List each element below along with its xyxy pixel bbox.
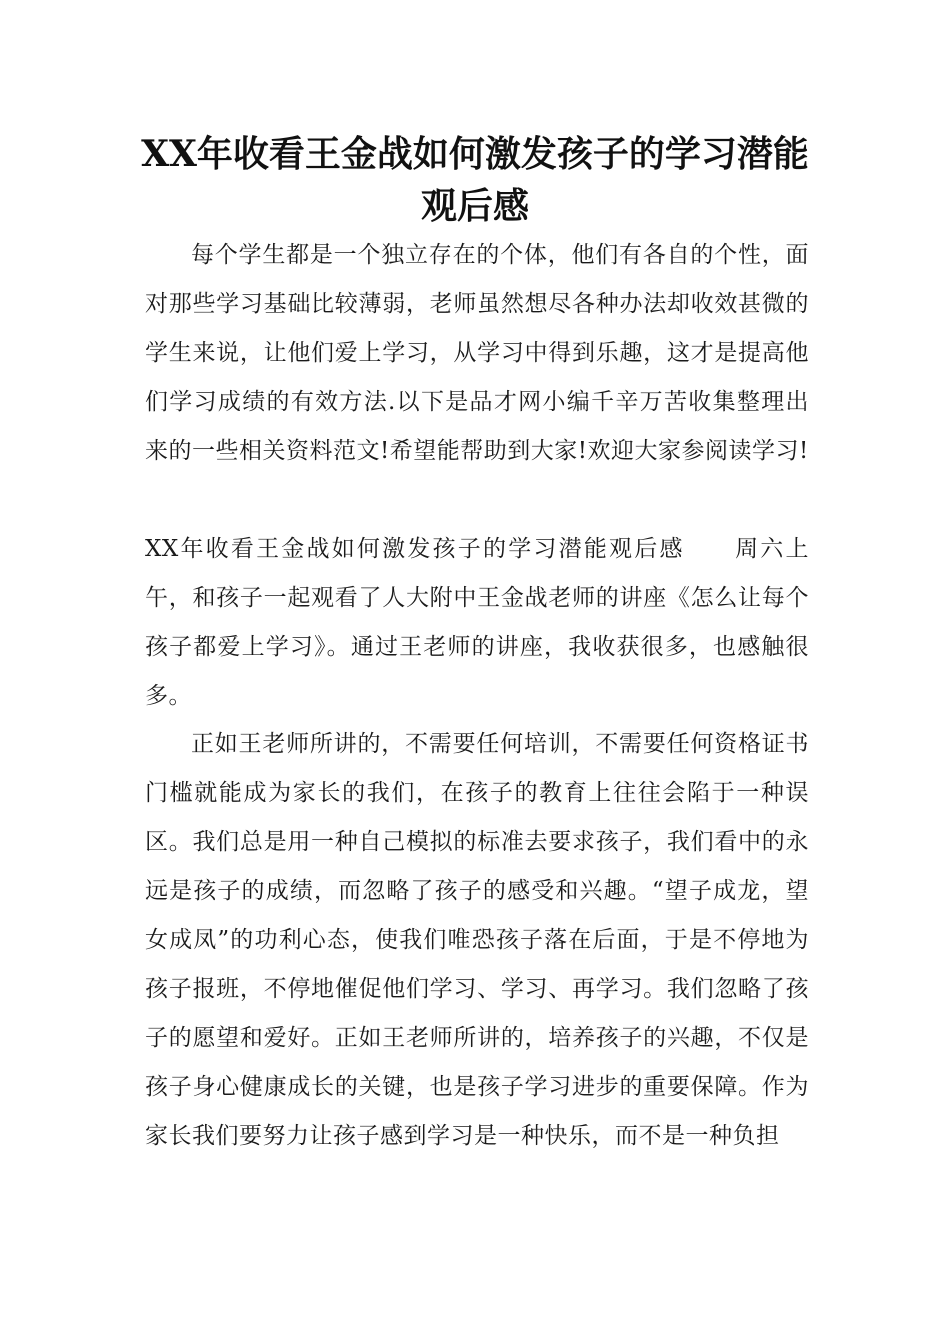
- paragraph-body: 正如王老师所讲的，不需要任何培训，不需要任何资格证书门槛就能成为家长的我们，在孩子的教育上往往会陷于一种误区。我们总是用一种自己模拟的标准去要求孩子，我们看中的永远是孩子的成绩，而忽略了孩子的感受和兴趣。“望子成龙，望女成凤”的功利心态，使我们唯恐孩子落在后面，于是不停地为孩子报班，不停地催促他们学习、学习、再学习。我们忽略了孩子的愿望和爱好。正如王老师所讲的，培养孩子的兴趣，不仅是孩子身心健康成长的关键，也是孩子学习进步的重要保障。作为家长我们要努力让孩子感到学习是一种快乐，而不是一种负担: [145, 731, 809, 1149]
- document-title: XX年收看王金战如何激发孩子的学习潜能观后感: [141, 133, 809, 227]
- paragraph-intro: 每个学生都是一个独立存在的个体，他们有各自的个性，面对那些学习基础比较薄弱，老师虽然想尽各种办法却收效甚微的学生来说，让他们爱上学习，从学习中得到乐趣，这才是提高他们学习成绩的有效方法.以下是品才网小编千辛万苦收集整理出来的一些相关资料范文!希望能帮助到大家!欢迎大家参阅读学习!: [145, 242, 809, 464]
- paragraph-heading-lead: XX年收看王金战如何激发孩子的学习潜能观后感 周六上午，和孩子一起观看了人大附中王金战老师的讲座《怎么让每个孩子都爱上学习》。通过王老师的讲座，我收获很多，也感触很多。: [145, 536, 809, 709]
